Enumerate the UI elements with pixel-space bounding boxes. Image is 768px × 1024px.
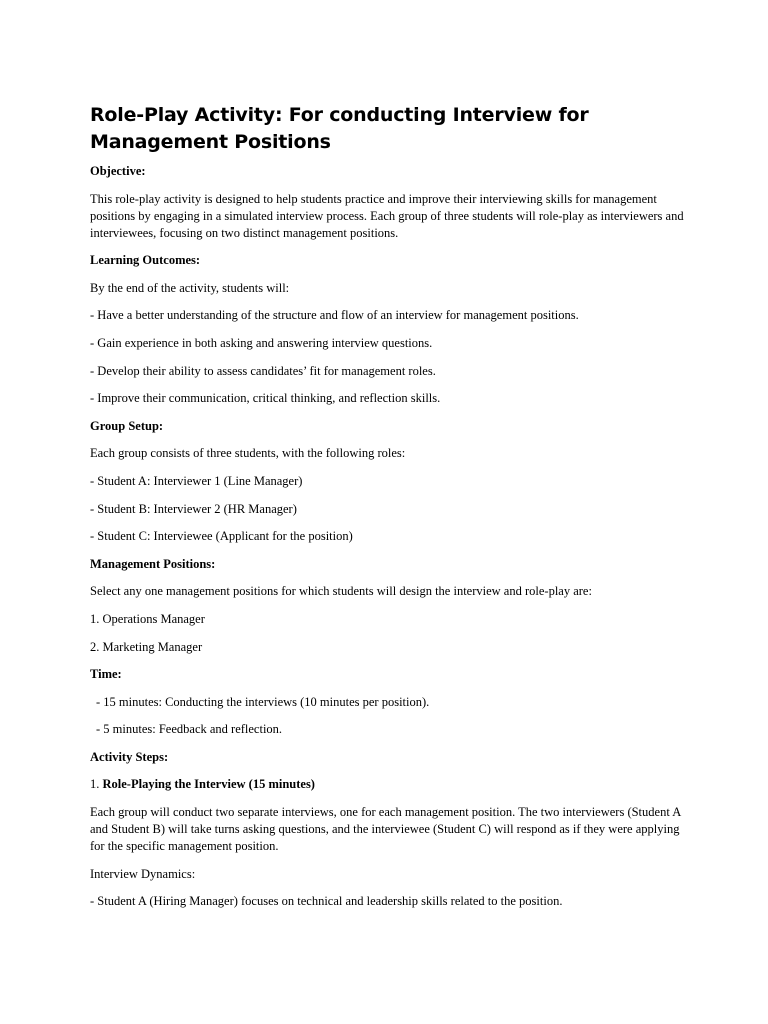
management-positions-intro: Select any one management positions for which students will design the interview and role-play are: <box>90 584 592 599</box>
group-role-item: - Student C: Interviewee (Applicant for the position) <box>90 529 353 544</box>
step-1-heading <box>90 776 690 793</box>
step-1-number: 1. <box>90 777 103 792</box>
learning-outcomes-intro: By the end of the activity, students will: <box>90 280 290 295</box>
position-item: 1. Operations Manager <box>90 611 205 626</box>
interview-dynamics-item: - Student A (Hiring Manager) focuses on technical and leadership skills related to the position. <box>90 894 563 909</box>
learning-outcome-item: - Improve their communication, critical thinking, and reflection skills. <box>90 391 441 406</box>
position-item: 2. Marketing Manager <box>90 639 203 654</box>
learning-outcome-item: - Gain experience in both asking and answering interview questions. <box>90 335 433 350</box>
group-setup-intro: Each group consists of three students, with the following roles: <box>90 446 406 461</box>
group-role-item: - Student B: Interviewer 2 (HR Manager) <box>90 501 297 516</box>
activity-steps-heading: Activity Steps: <box>90 749 169 764</box>
group-role-item: - Student A: Interviewer 1 (Line Manager) <box>90 473 303 488</box>
step-1-text: Each group will conduct two separate interviews, one for each management position. The two interviewers (Student A and Student B) will take turns asking questions, and the interviewee (Student C) will respond as if they were applying for the specific management position. <box>90 805 681 854</box>
time-heading: Time: <box>90 667 122 682</box>
learning-outcome-item: - Have a better understanding of the structure and flow of an interview for management positions. <box>90 308 579 323</box>
step-1-title: Role-Playing the Interview (15 minutes) <box>102 777 315 792</box>
objective-text: This role-play activity is designed to help students practice and improve their interviewing skills for management positions by engaging in a simulated interview process. Each group of three students will role-play as interviewers and interviewees, focusing on two distinct management positions. <box>90 191 684 240</box>
learning-outcome-item: - Develop their ability to assess candidates’ fit for management roles. <box>90 363 436 378</box>
time-item: - 5 minutes: Feedback and reflection. <box>96 722 283 737</box>
interview-dynamics-label: Interview Dynamics: <box>90 866 196 881</box>
management-positions-heading: Management Positions: <box>90 556 216 571</box>
time-item: - 15 minutes: Conducting the interviews (10 minutes per position). <box>96 694 430 709</box>
document-page <box>90 102 690 921</box>
learning-outcomes-heading: Learning Outcomes: <box>90 253 201 268</box>
document-title: Role-Play Activity: For conducting Interview for Management Positions <box>90 104 589 153</box>
group-setup-heading: Group Setup: <box>90 418 164 433</box>
objective-heading: Objective: <box>90 164 146 178</box>
